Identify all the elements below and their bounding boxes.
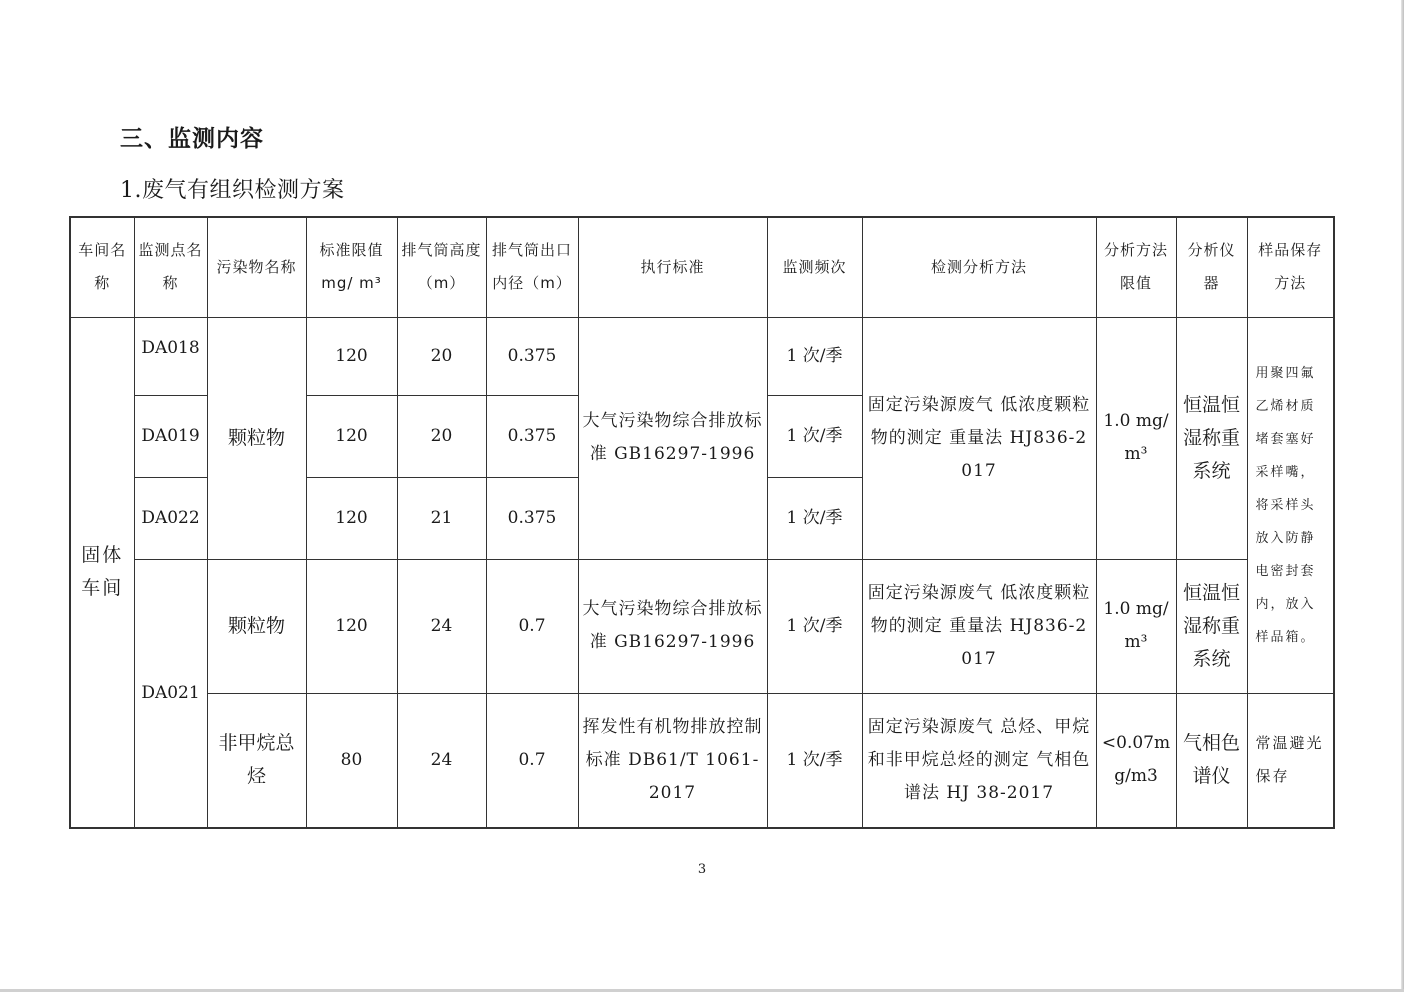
stack-height-cell: 20	[397, 395, 486, 477]
stack-height-cell: 24	[397, 559, 486, 693]
instrument-cell: 恒温恒湿称重系统	[1176, 559, 1247, 693]
detection-limit-cell: <0.07mg/m3	[1096, 693, 1176, 828]
point-cell: DA019	[134, 395, 207, 477]
limit-cell: 120	[306, 559, 397, 693]
table-row	[70, 559, 1334, 693]
header-method: 检测分析方法	[862, 217, 1096, 317]
limit-cell: 120	[306, 395, 397, 477]
standard-cell: 大气污染物综合排放标准 GB16297-1996	[578, 559, 767, 693]
header-pollutant: 污染物名称	[207, 217, 306, 317]
section-title: 三、监测内容	[120, 126, 264, 152]
outlet-diameter-cell: 0.375	[486, 317, 578, 395]
header-workshop: 车间名称	[70, 217, 134, 317]
detection-limit-cell: 1.0 mg/m³	[1096, 559, 1176, 693]
header-standard: 执行标准	[578, 217, 767, 317]
point-cell-da021: DA021	[134, 559, 207, 828]
method-cell: 固定污染源废气 总烃、甲烷和非甲烷总烃的测定 气相色谱法 HJ 38-2017	[862, 693, 1096, 828]
frequency-cell: 1 次/季	[767, 559, 862, 693]
frequency-cell: 1 次/季	[767, 477, 862, 559]
point-cell: DA022	[134, 477, 207, 559]
table-header-row	[70, 217, 1334, 317]
stack-height-cell: 24	[397, 693, 486, 828]
outlet-diameter-cell: 0.375	[486, 395, 578, 477]
frequency-cell: 1 次/季	[767, 317, 862, 395]
standard-cell: 大气污染物综合排放标准 GB16297-1996	[578, 317, 767, 559]
outlet-diameter-cell: 0.7	[486, 559, 578, 693]
outlet-diameter-cell: 0.7	[486, 693, 578, 828]
header-storage: 样品保存方法	[1247, 217, 1334, 317]
pollutant-cell: 颗粒物	[207, 317, 306, 559]
limit-cell: 120	[306, 317, 397, 395]
instrument-cell: 气相色谱仪	[1176, 693, 1247, 828]
table-row	[70, 693, 1334, 828]
page-number: 3	[697, 862, 707, 877]
detection-limit-cell: 1.0 mg/m³	[1096, 317, 1176, 559]
header-outlet-diameter: 排气筒出口内径（m）	[486, 217, 578, 317]
point-cell: DA018	[134, 317, 207, 395]
workshop-cell: 固体车间	[70, 317, 134, 828]
header-detection-limit: 分析方法限值	[1096, 217, 1176, 317]
header-stack-height: 排气筒高度（m）	[397, 217, 486, 317]
pollutant-cell: 非甲烷总烃	[207, 693, 306, 828]
sub-title: 1.废气有组织检测方案	[120, 178, 345, 203]
method-cell: 固定污染源废气 低浓度颗粒物的测定 重量法 HJ836-2017	[862, 559, 1096, 693]
method-cell: 固定污染源废气 低浓度颗粒物的测定 重量法 HJ836-2017	[862, 317, 1096, 559]
limit-cell: 120	[306, 477, 397, 559]
frequency-cell: 1 次/季	[767, 693, 862, 828]
stack-height-cell: 21	[397, 477, 486, 559]
frequency-cell: 1 次/季	[767, 395, 862, 477]
storage-cell: 常温避光保存	[1247, 693, 1334, 828]
table-row	[70, 317, 1334, 395]
outlet-diameter-cell: 0.375	[486, 477, 578, 559]
stack-height-cell: 20	[397, 317, 486, 395]
standard-cell: 挥发性有机物排放控制标准 DB61/T 1061-2017	[578, 693, 767, 828]
header-limit: 标准限值 mg/ m³	[306, 217, 397, 317]
limit-cell: 80	[306, 693, 397, 828]
storage-cell: 用聚四氟乙烯材质堵套塞好采样嘴，将采样头放入防静电密封套内，放入样品箱。	[1247, 317, 1334, 693]
pollutant-cell: 颗粒物	[207, 559, 306, 693]
header-instrument: 分析仪器	[1176, 217, 1247, 317]
instrument-cell: 恒温恒湿称重系统	[1176, 317, 1247, 559]
header-point: 监测点名称	[134, 217, 207, 317]
header-frequency: 监测频次	[767, 217, 862, 317]
monitoring-plan-table	[69, 216, 1335, 829]
